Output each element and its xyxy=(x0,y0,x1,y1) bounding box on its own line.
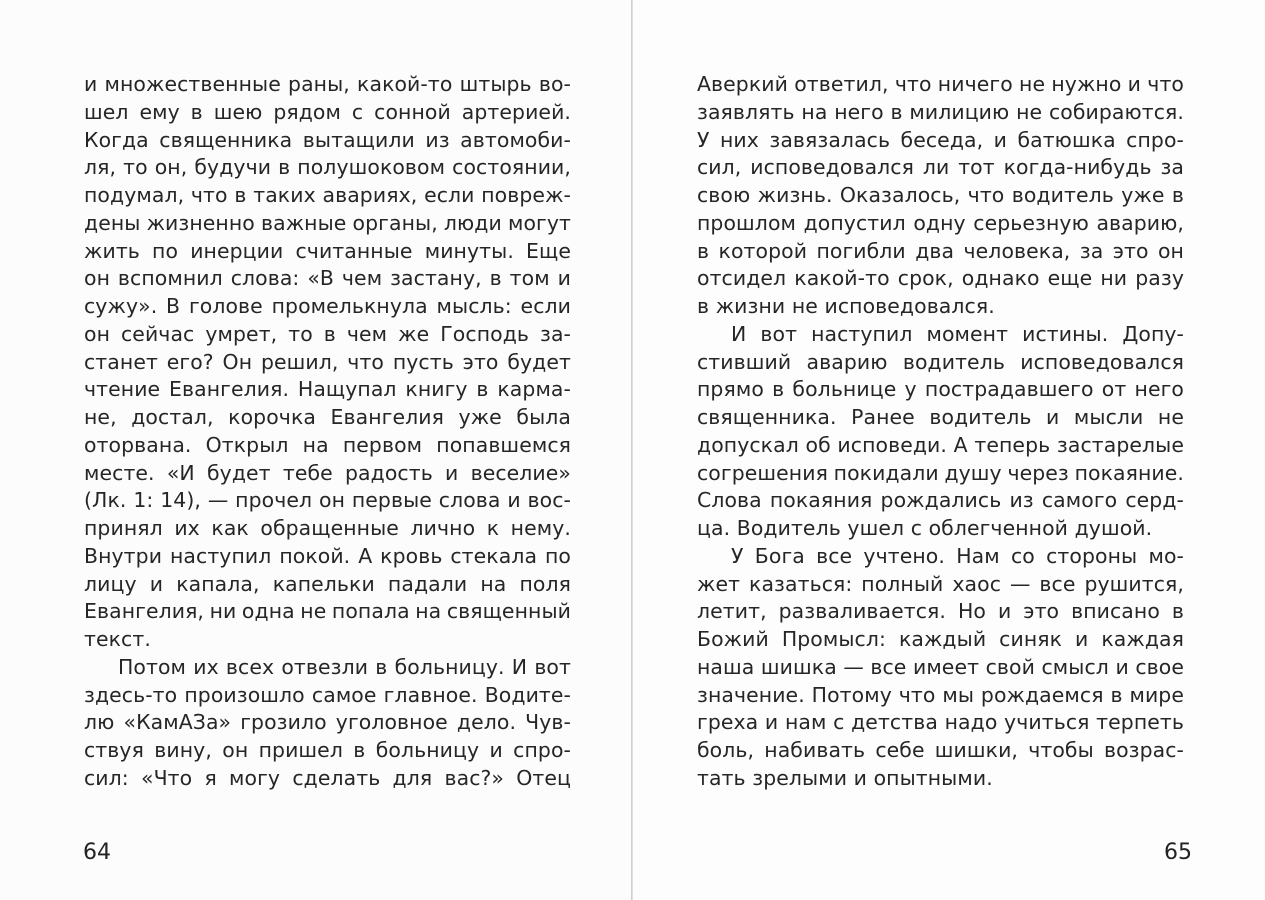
text-line: допускал об исповеди. А теперь застарелые xyxy=(697,432,1184,457)
text-line: в жизни не исповедовался. xyxy=(697,294,995,318)
text-line: подумал, что в таких авариях, если повреж- xyxy=(84,183,571,207)
text-line: прямо в больнице у пострадавшего от него xyxy=(697,377,1184,402)
text-line: жет казаться: полный хаос — все рушится, xyxy=(697,571,1184,596)
right-page-text-column xyxy=(697,71,1184,793)
text-line: оторвана. Открыл на первом попавшемся xyxy=(84,432,571,457)
text-line: принял их как обращенные лично к нему. xyxy=(84,516,571,540)
right-page xyxy=(633,0,1265,900)
text-line: он вспомнил слова: «В чем застану, в том и xyxy=(84,266,571,291)
left-page-number: 64 xyxy=(83,840,111,865)
text-line: ца. Водитель ушел с облегченной душой. xyxy=(697,516,1153,540)
text-line: он сейчас умрет, то в чем же Господь за- xyxy=(84,321,571,346)
text-line: Внутри наступил покой. А кровь стекала по xyxy=(84,543,571,568)
left-page-text-column xyxy=(84,71,571,793)
text-line: значение. Потому что мы рождаемся в мире xyxy=(697,682,1184,707)
text-line: У них завязалась беседа, и батюшка спро- xyxy=(697,127,1184,152)
text-line: сужу». В голове промелькнула мысль: если xyxy=(84,294,571,318)
text-line: греха и нам с детства надо учиться терпеть xyxy=(697,710,1184,735)
text-line: Потом их всех отвезли в больницу. И вот xyxy=(118,654,571,679)
text-line: не, достал, корочка Евангелия уже была xyxy=(84,405,571,429)
right-page-number: 65 xyxy=(1164,840,1192,865)
text-line: Божий Промысл: каждый синяк и каждая xyxy=(697,627,1184,651)
text-line: свою жизнь. Оказалось, что водитель уже в xyxy=(697,183,1184,207)
text-line: (Лк. 1: 14), — прочел он первые слова и вос- xyxy=(84,488,571,513)
text-line: Слова покаяния рождались из самого серд- xyxy=(697,488,1184,513)
text-line: и множественные раны, какой-то штырь во- xyxy=(84,72,571,96)
text-line: отсидел какой-то срок, однако еще ни разу xyxy=(697,266,1184,291)
text-line: текст. xyxy=(84,627,151,651)
text-line: здесь-то произошло самое главное. Водите- xyxy=(84,682,571,707)
text-line: стивший аварию водитель исповедовался xyxy=(697,349,1184,374)
text-line: в которой погибли два человека, за это он xyxy=(697,238,1184,263)
text-line: станет его? Он решил, что пусть это будет xyxy=(84,349,571,374)
text-line: тать зрелыми и опытными. xyxy=(697,765,993,790)
text-line: священника. Ранее водитель и мысли не xyxy=(697,405,1184,429)
text-line: летит, разваливается. Но и это вписано в xyxy=(697,599,1184,624)
text-line: лицу и капала, капельки падали на поля xyxy=(84,571,571,596)
text-line: Аверкий ответил, что ничего не нужно и что xyxy=(697,72,1184,96)
text-line: месте. «И будет тебе радость и веселие» xyxy=(84,460,571,485)
text-line: шел ему в шею рядом с сонной артерией. xyxy=(84,99,571,124)
text-line: дены жизненно важные органы, люди могут xyxy=(84,210,571,235)
text-line: ля, то он, будучи в полушоковом состоянии, xyxy=(84,155,571,180)
text-line: сил, исповедовался ли тот когда-нибудь за xyxy=(697,155,1184,180)
text-line: наша шишка — все имеет свой смысл и свое xyxy=(697,654,1184,679)
text-line: боль, набивать себе шишки, чтобы возрас- xyxy=(697,738,1184,762)
text-line: У Бога все учтено. Нам со стороны мо- xyxy=(731,543,1184,568)
text-line: И вот наступил момент истины. Допу- xyxy=(731,321,1184,346)
text-line: заявлять на него в милицию не собираются. xyxy=(697,99,1184,124)
text-line: лю «КамАЗа» грозило уголовное дело. Чув- xyxy=(84,710,571,735)
text-line: Евангелия, ни одна не попала на священный xyxy=(84,599,571,624)
text-line: ствуя вину, он пришел в больницу и спро- xyxy=(84,738,571,762)
left-page xyxy=(0,0,632,900)
text-line: жить по инерции считанные минуты. Еще xyxy=(84,238,571,263)
text-line: чтение Евангелия. Нащупал книгу в карма- xyxy=(84,377,571,402)
text-line: прошлом допустил одну серьезную аварию, xyxy=(697,210,1184,235)
text-line: согрешения покидали душу через покаяние. xyxy=(697,460,1184,485)
text-line: Когда священника вытащили из автомоби- xyxy=(84,127,571,152)
text-line: сил: «Что я могу сделать для вас?» Отец xyxy=(84,765,571,790)
